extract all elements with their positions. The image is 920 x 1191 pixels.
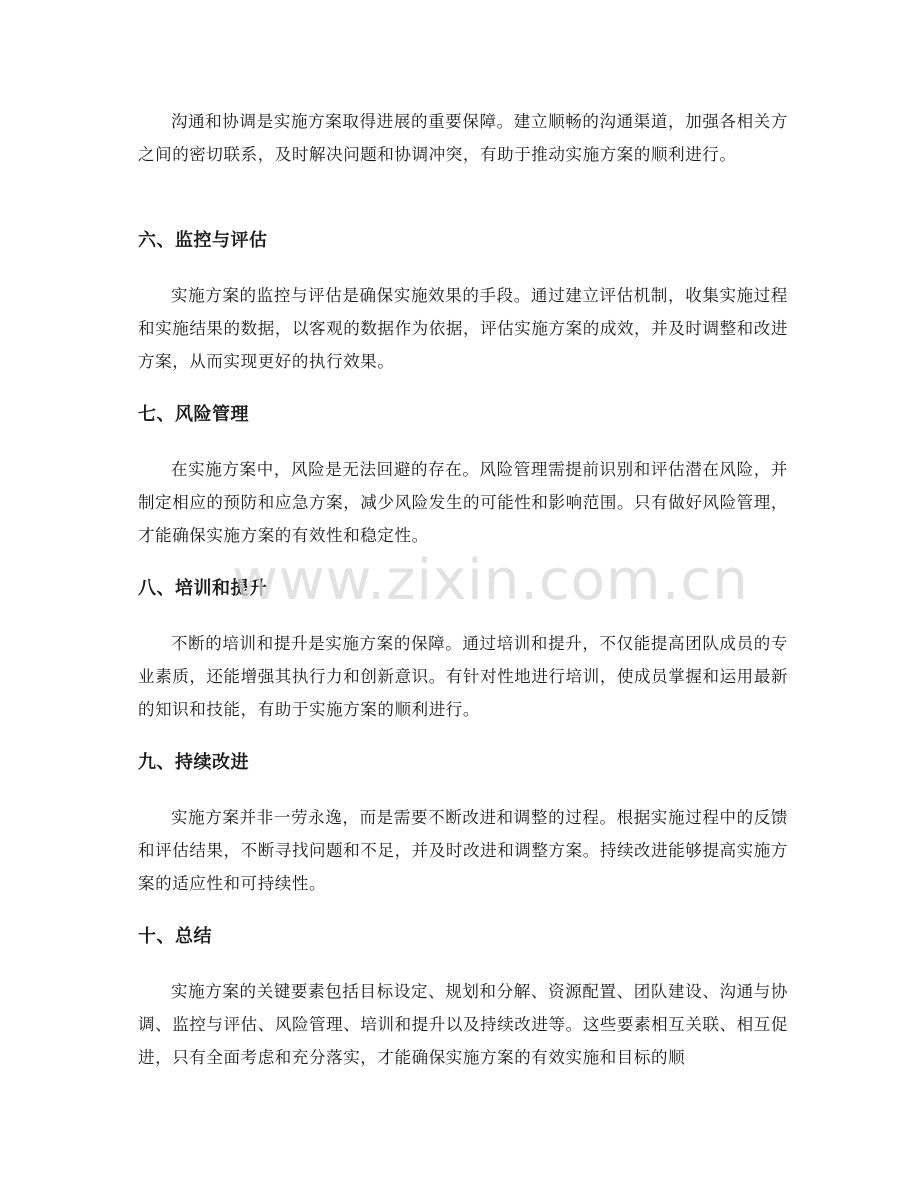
paragraph-monitoring: 实施方案的监控与评估是确保实施效果的手段。通过建立评估机制，收集实施过程和实施结果的数据，以客观的数据作为依据，评估实施方案的成效，并及时调整和改进方案，从而实现更好的执行效果。 (138, 286, 788, 371)
heading-risk: 七、风险管理 (138, 404, 249, 425)
heading-summary: 十、总结 (138, 926, 212, 947)
paragraph-summary: 实施方案的关键要素包括目标设定、规划和分解、资源配置、团队建设、沟通与协调、监控与评估、风险管理、培训和提升以及持续改进等。这些要素相互关联、相互促进，只有全面考虑和充分落实，才能确保实施方案的有效实施和目标的顺 (138, 982, 788, 1067)
paragraph-risk: 在实施方案中，风险是无法回避的存在。风险管理需提前识别和评估潜在风险，并制定相应的预防和应急方案，减少风险发生的可能性和影响范围。只有做好风险管理，才能确保实施方案的有效性和稳定性。 (138, 460, 788, 545)
paragraph-training: 不断的培训和提升是实施方案的保障。通过培训和提升，不仅能提高团队成员的专业素质，还能增强其执行力和创新意识。有针对性地进行培训，使成员掌握和运用最新的知识和技能，有助于实施方案的顺利进行。 (138, 634, 788, 719)
paragraph-improvement: 实施方案并非一劳永逸，而是需要不断改进和调整的过程。根据实施过程中的反馈和评估结果，不断寻找问题和不足，并及时改进和调整方案。持续改进能够提高实施方案的适应性和可持续性。 (138, 808, 788, 893)
watermark: www.zixin.com.cn (232, 548, 749, 613)
heading-monitoring: 六、监控与评估 (138, 230, 268, 251)
heading-improvement: 九、持续改进 (138, 752, 249, 773)
heading-training: 八、培训和提升 (138, 578, 268, 599)
paragraph-communication: 沟通和协调是实施方案取得进展的重要保障。建立顺畅的沟通渠道，加强各相关方之间的密切联系，及时解决问题和协调冲突，有助于推动实施方案的顺利进行。 (138, 112, 788, 164)
